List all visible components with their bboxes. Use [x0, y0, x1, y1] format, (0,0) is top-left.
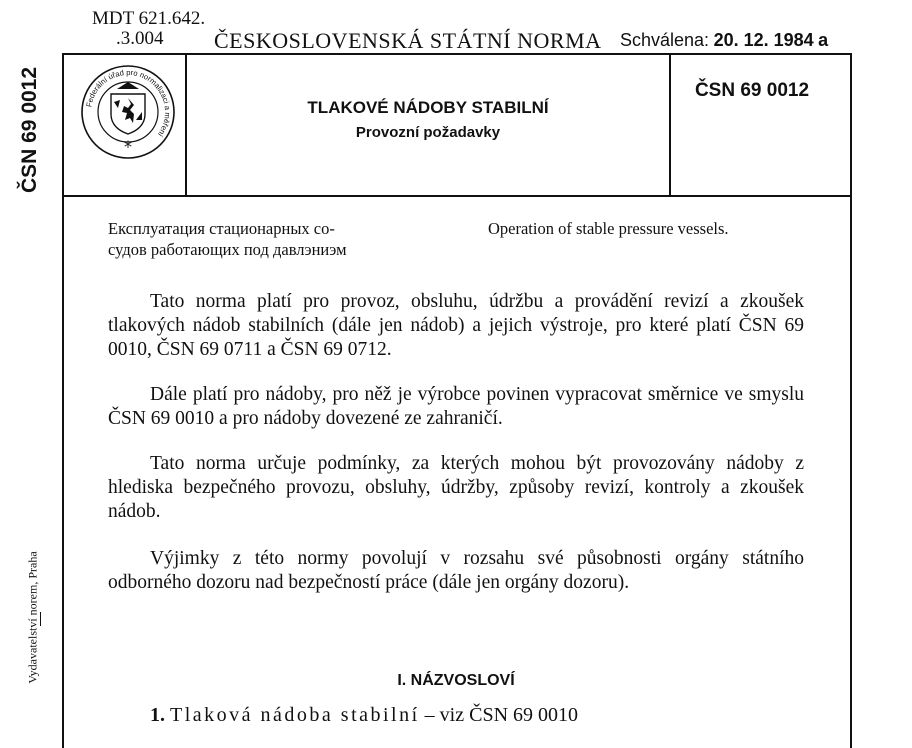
document-subtitle: Provozní požadavky [355, 124, 501, 141]
approval-suffix: a [818, 30, 829, 50]
body-paragraph: Dále platí pro nádoby, pro něž je výrobce povinen vypracovat směrnice ve smyslu ČSN 69 0010 a pro nádoby dovezené ze zahraničí. [108, 384, 804, 429]
side-standard-code-text: ČSN 69 0012 [18, 66, 41, 194]
body-paragraph: Výjimky z této normy povolují v rozsahu své působnosti orgány státního odborného dozoru nad bezpečností práce (dále jen orgány dozoru). [108, 548, 804, 593]
side-tick-mark [40, 612, 41, 626]
approval-date [620, 30, 828, 51]
definition-number: 1. [150, 704, 165, 726]
standard-code: ČSN 69 0012 [694, 80, 810, 101]
frame-left-line [62, 53, 64, 748]
title-block [186, 98, 670, 141]
frame-top-line [62, 53, 852, 55]
russian-title-line: Експлуатация стационарных со- [108, 219, 335, 238]
section-heading: I. NÁZVOSLOVÍ [397, 672, 515, 689]
body-paragraph: Tato norma platí pro provoz, obsluhu, údržbu a provádění revizí a zkoušek tlakových nádob stabilních (dále jen nádob) a jejich výstroje, pro které platí ČSN 69 0010, ČSN 69 0711 a ČSN 69 0712. [108, 291, 804, 360]
side-publisher [18, 520, 48, 715]
definition-reference: – viz ČSN 69 0010 [424, 704, 579, 726]
state-seal-emblem-icon [78, 62, 178, 177]
frame-title-bottom-line [62, 195, 852, 197]
mdt-classification-line1: MDT 621.642. [92, 8, 206, 29]
svg-text:*: * [124, 137, 132, 156]
english-title-translation: Operation of stable pressure vessels. [488, 219, 729, 238]
body-paragraph: Tato norma určuje podmínky, za kterých mohou být provozovány nádoby z hlediska bezpečného provozu, obsluhy, údržby, způsoby revizí, kontroly a zkoušek nádob. [108, 453, 804, 522]
side-standard-code [10, 55, 50, 205]
side-publisher-text: Vydavatelství norem, Praha [25, 551, 40, 684]
organization-heading: ČESKOSLOVENSKÁ STÁTNÍ NORMA [214, 28, 602, 53]
emblem-ring-text: Federální úřad pro normalizaci a měření [84, 67, 173, 139]
russian-title-line: судов работающих под давлэниэм [108, 240, 347, 259]
document-title: TLAKOVÉ NÁDOBY STABILNÍ [307, 98, 549, 117]
definition-term: Tlaková nádoba stabilní [170, 704, 420, 726]
definition-item [150, 704, 578, 727]
approval-date-value: 20. 12. 1984 [713, 30, 814, 50]
frame-right-line [850, 53, 852, 748]
russian-title-translation [108, 218, 448, 260]
mdt-classification-line2: .3.004 [116, 28, 164, 49]
approval-label: Schválena: [620, 30, 710, 50]
